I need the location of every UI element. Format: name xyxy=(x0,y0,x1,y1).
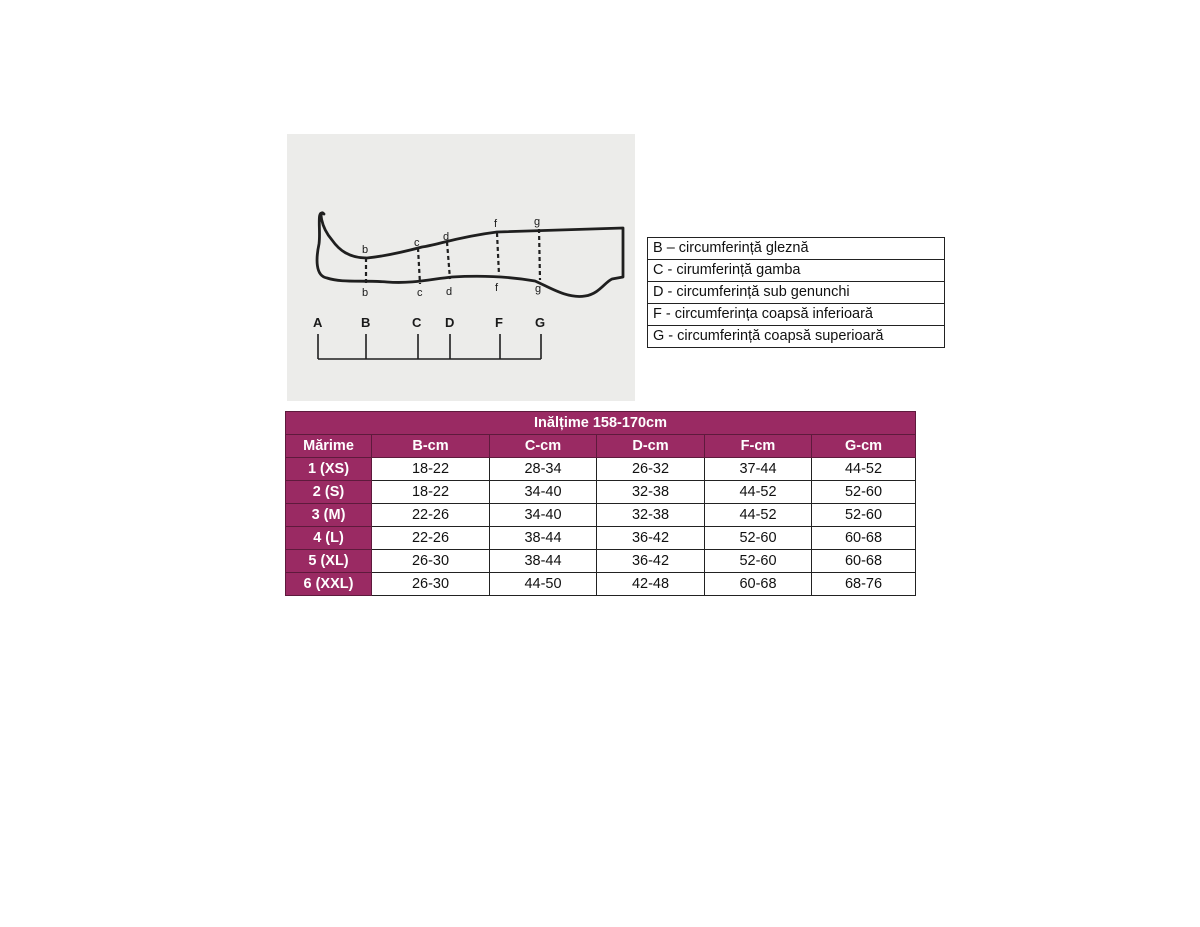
lower-letter-c: c xyxy=(417,287,423,299)
cell-b: 18-22 xyxy=(372,458,490,481)
cell-f: 44-52 xyxy=(705,504,812,527)
upper-letter-c: c xyxy=(414,237,420,249)
measure-line-c xyxy=(418,248,420,284)
size-label: 4 (L) xyxy=(286,527,372,550)
header-c-cm: C-cm xyxy=(490,435,597,458)
upper-letter-d: d xyxy=(443,231,450,243)
cell-b: 26-30 xyxy=(372,550,490,573)
legend-row xyxy=(648,260,945,282)
lower-letter-b: b xyxy=(362,287,369,299)
measure-line-f xyxy=(497,233,499,275)
cell-b: 22-26 xyxy=(372,504,490,527)
size-label: 6 (XXL) xyxy=(286,573,372,596)
axis-letter-c: C xyxy=(412,315,422,330)
upper-letter-b: b xyxy=(362,244,369,256)
cell-d: 36-42 xyxy=(597,527,705,550)
cell-f: 37-44 xyxy=(705,458,812,481)
cell-g: 60-68 xyxy=(812,527,916,550)
cell-f: 52-60 xyxy=(705,527,812,550)
table-row xyxy=(286,573,916,596)
cell-c: 44-50 xyxy=(490,573,597,596)
legend-item-c: C - cirumferință gamba xyxy=(648,260,945,282)
cell-d: 32-38 xyxy=(597,504,705,527)
legend-row xyxy=(648,304,945,326)
legend-row xyxy=(648,238,945,260)
size-table-title-row xyxy=(286,412,916,435)
lower-letter-g: g xyxy=(535,283,542,295)
lower-letter-f: f xyxy=(495,282,499,294)
header-marime: Mărime xyxy=(286,435,372,458)
axis-letter-b: B xyxy=(361,315,371,330)
legend-item-b: B – circumferință gleznă xyxy=(648,238,945,260)
cell-g: 44-52 xyxy=(812,458,916,481)
cell-d: 42-48 xyxy=(597,573,705,596)
cell-b: 18-22 xyxy=(372,481,490,504)
axis-ruler xyxy=(318,334,541,359)
lower-letter-d: d xyxy=(446,286,453,298)
size-table-title: Inălțime 158-170cm xyxy=(286,412,916,435)
axis-letter-g: G xyxy=(535,315,546,330)
cell-c: 34-40 xyxy=(490,504,597,527)
table-row xyxy=(286,458,916,481)
legend-row xyxy=(648,282,945,304)
table-row xyxy=(286,481,916,504)
upper-letter-f: f xyxy=(494,218,498,230)
header-b-cm: B-cm xyxy=(372,435,490,458)
cell-f: 44-52 xyxy=(705,481,812,504)
size-table-header-row xyxy=(286,435,916,458)
cell-b: 22-26 xyxy=(372,527,490,550)
header-f-cm: F-cm xyxy=(705,435,812,458)
axis-letter-d: D xyxy=(445,315,455,330)
cell-f: 52-60 xyxy=(705,550,812,573)
legend-item-d: D - circumferință sub genunchi xyxy=(648,282,945,304)
header-g-cm: G-cm xyxy=(812,435,916,458)
axis-letter-a: A xyxy=(313,315,323,330)
size-chart-table xyxy=(285,411,916,596)
leg-measurement-diagram xyxy=(287,134,635,401)
cell-d: 26-32 xyxy=(597,458,705,481)
measure-line-g xyxy=(539,229,540,280)
cell-c: 28-34 xyxy=(490,458,597,481)
upper-letter-g: g xyxy=(534,216,541,228)
table-row xyxy=(286,504,916,527)
cell-f: 60-68 xyxy=(705,573,812,596)
size-label: 1 (XS) xyxy=(286,458,372,481)
measurement-legend xyxy=(647,237,945,348)
cell-c: 38-44 xyxy=(490,527,597,550)
legend-row xyxy=(648,326,945,348)
size-label: 2 (S) xyxy=(286,481,372,504)
axis-letter-f: F xyxy=(495,315,503,330)
size-label: 5 (XL) xyxy=(286,550,372,573)
cell-g: 60-68 xyxy=(812,550,916,573)
cell-b: 26-30 xyxy=(372,573,490,596)
measure-line-d xyxy=(447,242,450,279)
legend-item-g: G - circumferință coapsă superioară xyxy=(648,326,945,348)
size-label: 3 (M) xyxy=(286,504,372,527)
table-row xyxy=(286,527,916,550)
legend-item-f: F - circumferința coapsă inferioară xyxy=(648,304,945,326)
cell-g: 52-60 xyxy=(812,504,916,527)
cell-d: 32-38 xyxy=(597,481,705,504)
cell-g: 68-76 xyxy=(812,573,916,596)
cell-g: 52-60 xyxy=(812,481,916,504)
cell-c: 38-44 xyxy=(490,550,597,573)
cell-d: 36-42 xyxy=(597,550,705,573)
header-d-cm: D-cm xyxy=(597,435,705,458)
cell-c: 34-40 xyxy=(490,481,597,504)
leg-outline-drawing xyxy=(287,134,635,401)
table-row xyxy=(286,550,916,573)
